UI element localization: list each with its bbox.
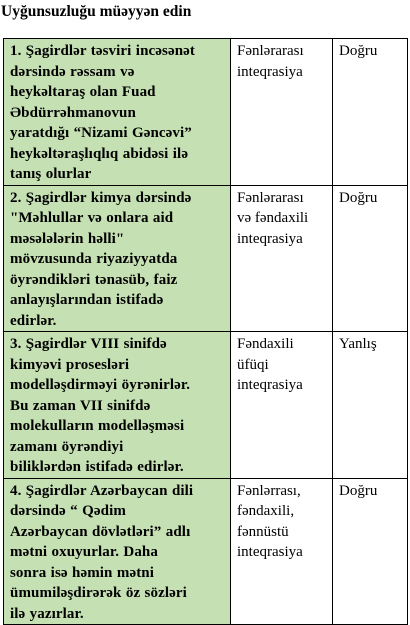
statement-line: sonra isə həmin mətni [10, 564, 155, 581]
statement-cell [4, 332, 231, 479]
statement-line: heykəltəraşlıqlıq abidəsi ilə [10, 145, 189, 162]
answer-value: Yanlış [339, 336, 377, 352]
answer-cell [333, 185, 408, 332]
statement-line: yaratdığı “Nizami Gəncəvi” [10, 125, 192, 141]
integration-table [3, 38, 408, 625]
answer-value: Doğru [339, 43, 378, 59]
statement-line: biliklərdən istifadə edirlər. [10, 459, 184, 475]
statement-line: öyrəndikləri tənasüb, faiz [10, 271, 178, 288]
integration-type-cell [231, 478, 333, 625]
integration-type-cell [231, 185, 333, 332]
statement-line: Bu zaman VII sinifdə [10, 397, 151, 414]
integration-type-line: üfüqi [237, 356, 269, 373]
statement-cell [4, 39, 231, 186]
statement-line: 1. Şagirdlər təsviri incəsənət [10, 43, 196, 59]
statement-line: məsələlərin həlli" [10, 230, 125, 247]
integration-type-cell [231, 332, 333, 479]
table-row [4, 478, 408, 625]
statement-line: Əbdürrəhmanovun [10, 104, 136, 121]
integration-type-line: Fənlərarası [237, 189, 304, 206]
integration-type-line: inteqrasiya [237, 544, 303, 560]
answer-value: Doğru [339, 189, 378, 206]
integration-type-line: inteqrasiya [237, 230, 303, 247]
answer-cell [333, 478, 408, 625]
integration-type-line: və fəndaxili [237, 210, 309, 226]
integration-type-cell [231, 39, 333, 186]
statement-line: anlayışlarından istifadə [10, 292, 164, 308]
integration-type-line: Fənlərarası [237, 43, 304, 59]
statement-cell [4, 185, 231, 332]
answer-cell [333, 332, 408, 479]
page-title: Uyğunsuzluğu müəyyən edin [1, 3, 192, 20]
answer-cell [333, 39, 408, 186]
table-row [4, 185, 408, 332]
statement-line: 2. Şagirdlər kimya dərsində [10, 189, 192, 206]
statement-cell [4, 478, 231, 625]
answer-value: Doğru [339, 482, 378, 499]
statement-line: Azərbaycan dövlətləri” adlı [10, 523, 191, 540]
integration-type-line: inteqrasiya [237, 63, 303, 80]
statement-line: heykəltaraş olan Fuad [10, 84, 156, 100]
statement-line: kimyəvi prosesləri [10, 356, 130, 373]
statement-line: 3. Şagirdlər VIII sinifdə [10, 336, 167, 352]
integration-type-line: Fənlərrası, [237, 482, 301, 499]
statement-line: "Məhlullar və onlara aid [10, 210, 174, 226]
table-row [4, 332, 408, 479]
integration-type-line: Fəndaxili [237, 336, 294, 352]
statement-line: zamanı öyrəndiyi [10, 438, 124, 455]
table-row [4, 39, 408, 186]
statement-line: ilə yazırlar. [10, 605, 84, 622]
statement-line: tanış olurlar [10, 166, 92, 182]
statement-line: dərsində “ Qədim [10, 503, 126, 519]
integration-type-line: fəndaxili, [237, 503, 295, 519]
statement-line: mətni oxuyurlar. Daha [10, 544, 158, 560]
statement-line: 4. Şagirdlər Azərbaycan dili [10, 482, 194, 499]
statement-line: mövzusunda riyaziyyatda [10, 251, 178, 267]
integration-type-line: inteqrasiya [237, 377, 303, 393]
statement-line: edirlər. [10, 312, 57, 329]
statement-line: dərsində rəssam və [10, 63, 135, 80]
statement-line: modelləşdirməyi öyrənirlər. [10, 377, 191, 393]
integration-type-line: fənnüstü [237, 523, 289, 540]
statement-line: ümumiləşdirərək öz sözləri [10, 585, 187, 601]
statement-line: molekulların modelləşməsi [10, 418, 185, 434]
